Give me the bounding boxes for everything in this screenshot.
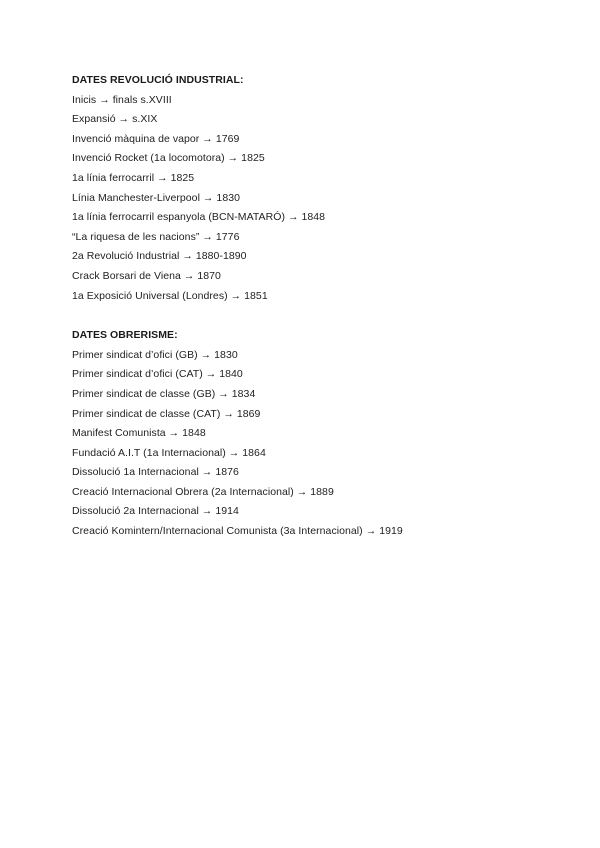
section-revolucio-industrial: [72, 71, 552, 306]
date-line: Dissolució 1a Internacional → 1876: [72, 466, 239, 479]
date-line: Dissolució 2a Internacional → 1914: [72, 505, 239, 518]
date-line: 1a Exposició Universal (Londres) → 1851: [72, 289, 268, 302]
date-line: Primer sindicat de classe (GB) → 1834: [72, 387, 256, 400]
date-line: Manifest Comunista → 1848: [72, 427, 206, 440]
date-line: 1a línia ferrocarril → 1825: [72, 171, 195, 184]
date-line: Línia Manchester-Liverpool → 1830: [72, 191, 240, 204]
date-line: “La riquesa de les nacions” → 1776: [72, 230, 240, 243]
date-line: Inicis → finals s.XVIII: [72, 93, 172, 106]
date-line: Primer sindicat de classe (CAT) → 1869: [72, 407, 261, 420]
date-line: Fundació A.I.T (1a Internacional) → 1864: [72, 446, 266, 459]
date-line: Primer sindicat d’ofici (GB) → 1830: [72, 348, 238, 361]
date-line: Expansió → s.XIX: [72, 113, 158, 126]
section-heading: DATES OBRERISME:: [72, 329, 178, 342]
date-line: Crack Borsari de Viena → 1870: [72, 269, 221, 282]
document-body: [72, 71, 552, 542]
date-line: Invenció Rocket (1a locomotora) → 1825: [72, 152, 265, 165]
section-obrerisme: [72, 326, 552, 542]
date-line: Creació Komintern/Internacional Comunista (3a Internacional) → 1919: [72, 525, 403, 538]
date-line: Primer sindicat d’ofici (CAT) → 1840: [72, 368, 243, 381]
date-line: 1a línia ferrocarril espanyola (BCN-MATARÓ) → 1848: [72, 211, 326, 224]
date-line: Invenció màquina de vapor → 1769: [72, 132, 240, 145]
date-line: 2a Revolució Industrial → 1880-1890: [72, 250, 247, 263]
date-line: Creació Internacional Obrera (2a Internacional) → 1889: [72, 485, 334, 498]
section-heading: DATES REVOLUCIÓ INDUSTRIAL:: [72, 74, 244, 86]
